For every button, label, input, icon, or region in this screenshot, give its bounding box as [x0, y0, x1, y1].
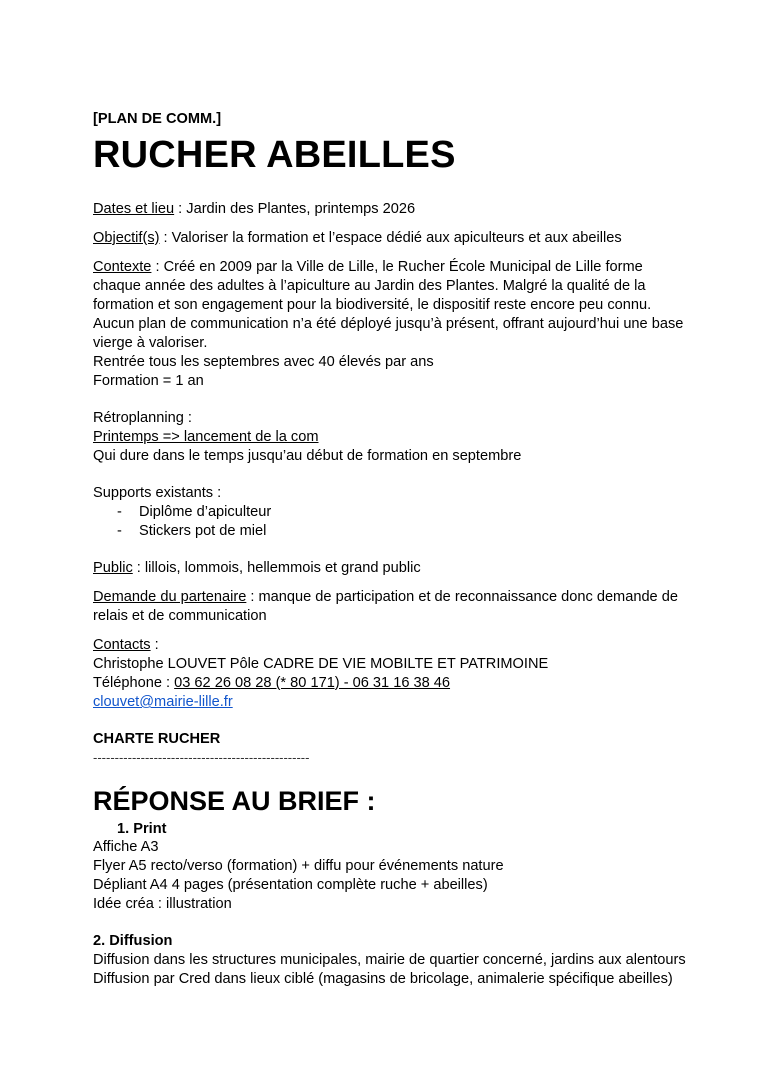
contexte-text-1: : Créé en 2009 par la Ville de Lille, le Rucher École Municipal de Lille forme [151, 259, 643, 275]
dates-line [93, 200, 415, 219]
phone-link[interactable]: 03 62 26 08 28 (* 80 171) - 06 31 16 38 46 [174, 675, 451, 691]
reponse-title: RÉPONSE AU BRIEF : [93, 786, 376, 816]
print-item: Flyer A5 recto/verso (formation) + diffu pour événements nature [93, 858, 504, 874]
contact-name: Christophe LOUVET Pôle CADRE DE VIE MOBILTE ET PATRIMOINE [93, 656, 549, 672]
diffusion-heading: 2. Diffusion [93, 933, 173, 949]
public-label: Public [93, 560, 133, 576]
contacts-line [93, 636, 159, 655]
separator: -------------------------------------------------- [93, 750, 310, 765]
retroplanning-line-2: Qui dure dans le temps jusqu’au début de formation en septembre [93, 448, 522, 464]
supports-item-label: Diplôme d’apiculteur [139, 504, 272, 520]
objectif-line [93, 229, 622, 248]
print-heading: 1. Print [117, 821, 167, 837]
document-tag: [PLAN DE COMM.] [93, 111, 222, 127]
partenaire-label: Demande du partenaire [93, 589, 247, 605]
dates-value: : Jardin des Plantes, printemps 2026 [174, 201, 416, 217]
document-title: RUCHER ABEILLES [93, 134, 456, 176]
supports-item-label: Stickers pot de miel [139, 523, 267, 539]
print-item: Affiche A3 [93, 839, 159, 855]
partenaire-text-1: : manque de participation et de reconnaissance donc demande de [246, 589, 678, 605]
diffusion-item: Diffusion par Cred dans lieux ciblé (magasins de bricolage, animalerie spécifique abeilles) [93, 971, 673, 987]
public-line [93, 559, 421, 578]
retroplanning-line-1: Printemps => lancement de la com [93, 429, 319, 445]
bullet-dash: - [117, 523, 122, 539]
contexte-label: Contexte [93, 259, 152, 275]
contexte-line-6: Rentrée tous les septembres avec 40 élevés par ans [93, 354, 434, 370]
bullet-dash: - [117, 504, 122, 520]
partenaire-line-1 [93, 588, 678, 607]
contact-phone-line [93, 674, 450, 693]
contacts-label: Contacts [93, 637, 151, 653]
contacts-label-suffix: : [150, 637, 159, 653]
contexte-line-1 [93, 258, 643, 277]
charte-title: CHARTE RUCHER [93, 731, 221, 747]
dates-label: Dates et lieu [93, 201, 175, 217]
phone-label: Téléphone : [93, 675, 175, 691]
email-link[interactable]: clouvet@mairie-lille.fr [93, 694, 233, 710]
contexte-line-4: Aucun plan de communication n’a été déployé jusqu’à présent, offrant aujourd’hui une base [93, 316, 684, 332]
contexte-line-5: vierge à valoriser. [93, 335, 208, 351]
diffusion-item: Diffusion dans les structures municipales, mairie de quartier concerné, jardins aux alentours [93, 952, 686, 968]
partenaire-line-2: relais et de communication [93, 608, 267, 624]
print-item: Idée créa : illustration [93, 896, 232, 912]
contexte-line-7: Formation = 1 an [93, 373, 204, 389]
contexte-line-3: formation et son engagement pour la biodiversité, le dispositif reste encore peu connu. [93, 297, 652, 313]
objectif-value: : Valoriser la formation et l’espace dédié aux apiculteurs et aux abeilles [159, 230, 622, 246]
contexte-line-2: chaque année des adultes à l’apiculture au Jardin des Plantes. Malgré la qualité de la [93, 278, 646, 294]
supports-label: Supports existants : [93, 485, 222, 501]
print-item: Dépliant A4 4 pages (présentation complète ruche + abeilles) [93, 877, 488, 893]
retroplanning-label: Rétroplanning : [93, 410, 192, 426]
public-value: : lillois, lommois, hellemmois et grand public [132, 560, 421, 576]
objectif-label: Objectif(s) [93, 230, 160, 246]
